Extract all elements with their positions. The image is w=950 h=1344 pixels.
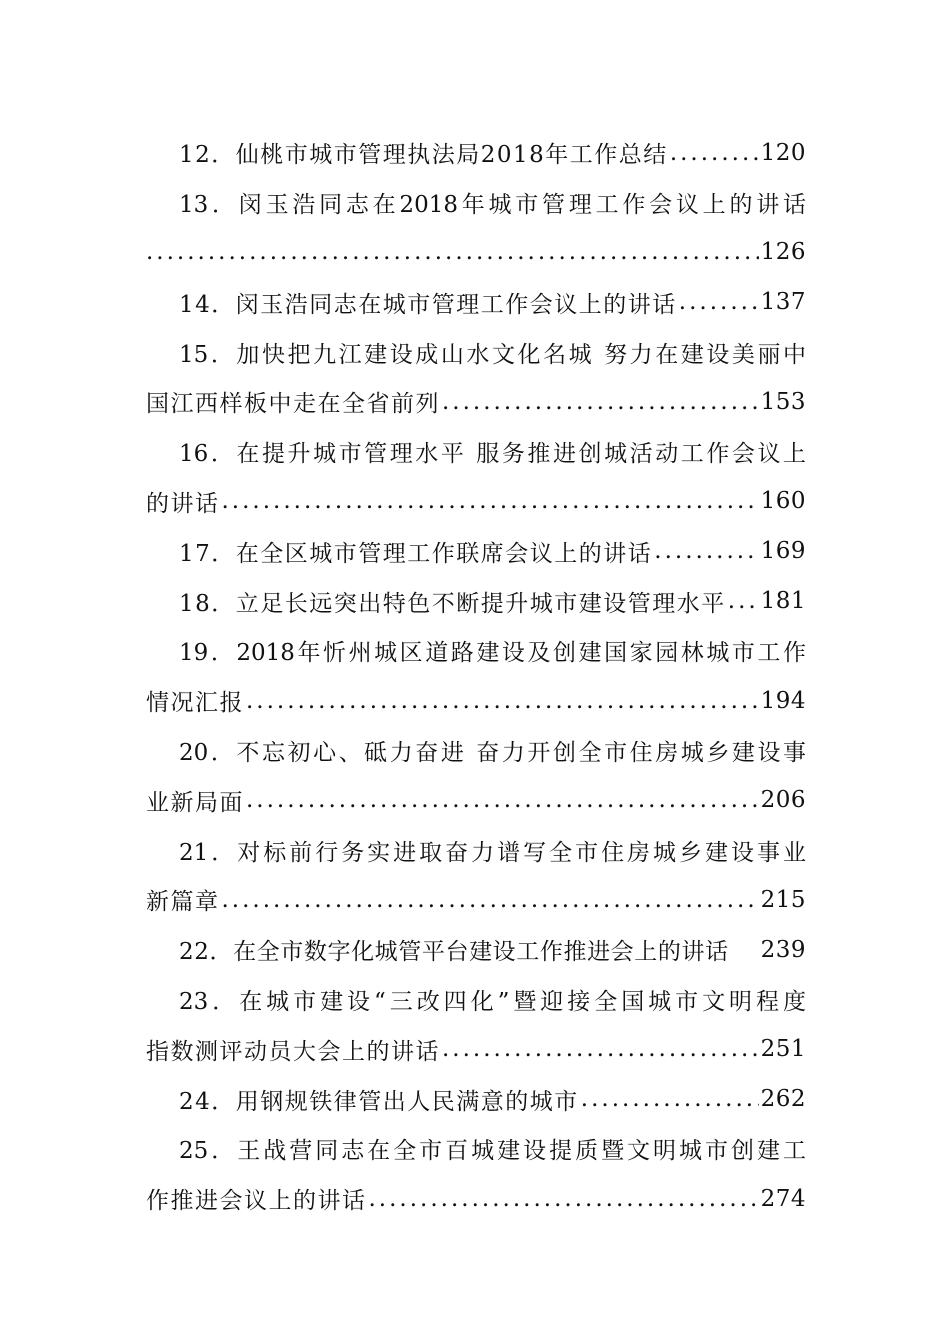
toc-entry-18: [146, 576, 806, 626]
toc-entry-title: 23．在城市建设“三改四化”暨迎接全国城市文明程度: [179, 988, 806, 1015]
toc-page-number: 126: [760, 239, 806, 266]
toc-page-number: 206: [760, 787, 806, 814]
toc-page-number: 274: [760, 1185, 806, 1212]
toc-entry-title-continued: 国江西样板中走在全省前列: [146, 391, 440, 418]
toc-leader-dots: [246, 688, 759, 714]
toc-entry-title-continued: 业新局面: [146, 789, 244, 816]
toc-leader-dots: [146, 239, 759, 265]
toc-page-number: 181: [760, 588, 806, 615]
toc-entry-21: [146, 825, 806, 875]
toc-leader-dots: [222, 887, 759, 913]
toc-entry-title: 18．立足长远突出特色不断提升城市建设管理水平: [179, 590, 726, 617]
table-of-contents: [146, 128, 806, 1224]
toc-entry-title: 19．2018年忻州城区道路建设及创建国家园林城市工作: [179, 640, 806, 667]
toc-entry-22: [146, 925, 806, 975]
toc-leader-dots: [222, 488, 759, 514]
toc-entry-title-continued: 作推进会议上的讲话: [146, 1188, 367, 1215]
toc-entry-17: [146, 526, 806, 576]
toc-entry-title: 14．闵玉浩同志在城市管理工作会议上的讲话: [179, 291, 677, 318]
toc-entry-title-continued: 新篇章: [146, 889, 220, 916]
toc-entry-19: [146, 626, 806, 676]
toc-entry-title: 12．仙桃市城市管理执法局2018年工作总结: [179, 142, 668, 169]
toc-entry-title-continued: 情况汇报: [146, 690, 244, 717]
toc-leader-dots: [581, 1086, 759, 1112]
toc-leader-dots: [679, 289, 759, 315]
toc-entry-25: [146, 1124, 806, 1174]
toc-entry-23: [146, 975, 806, 1025]
toc-entry-21-continuation: [146, 875, 806, 925]
toc-entry-14: [146, 277, 806, 327]
toc-leader-dots: [670, 140, 759, 166]
toc-page-number: 194: [760, 687, 806, 714]
toc-page-number: 169: [760, 538, 806, 565]
toc-leader-dots: [369, 1186, 759, 1212]
toc-page-number: 137: [760, 289, 806, 316]
toc-page-number: 239: [760, 936, 806, 963]
toc-entry-15: [146, 327, 806, 377]
toc-entry-24: [146, 1074, 806, 1124]
toc-entry-13: [146, 178, 806, 228]
toc-page-number: 120: [760, 139, 806, 166]
toc-entry-title: 22．在全市数字化城管平台建设工作推进会上的讲话: [179, 939, 729, 966]
toc-leader-dots: [728, 588, 759, 614]
toc-entry-title: 13．闵玉浩同志在2018年城市管理工作会议上的讲话: [179, 192, 806, 219]
toc-page-number: 262: [760, 1086, 806, 1113]
toc-leader-dots: [654, 538, 758, 564]
toc-entry-title: 24．用钢规铁律管出人民满意的城市: [179, 1088, 579, 1115]
toc-entry-title-continued: 指数测评动员大会上的讲话: [146, 1038, 440, 1065]
toc-entry-title: 20．不忘初心、砥力奋进 奋力开创全市住房城乡建设事: [179, 739, 806, 766]
toc-entry-25-continuation: [146, 1174, 806, 1224]
toc-entry-19-continuation: [146, 676, 806, 726]
toc-leader-dots: [246, 787, 759, 813]
toc-leader-dots: [442, 389, 759, 415]
toc-leader-dots: [442, 1036, 759, 1062]
toc-entry-15-continuation: [146, 377, 806, 427]
toc-entry-20: [146, 726, 806, 776]
toc-entry-23-continuation: [146, 1024, 806, 1074]
toc-entry-20-continuation: [146, 775, 806, 825]
toc-entry-13-continuation: [146, 228, 806, 278]
toc-page-number: 153: [760, 388, 806, 415]
toc-entry-title-continued: 的讲话: [146, 490, 220, 517]
toc-page-number: 251: [760, 1036, 806, 1063]
toc-entry-16-continuation: [146, 477, 806, 527]
toc-page-number: 160: [760, 488, 806, 515]
toc-entry-12: [146, 128, 806, 178]
toc-entry-16: [146, 427, 806, 477]
toc-entry-title: 21．对标前行务实进取奋力谱写全市住房城乡建设事业: [179, 839, 806, 866]
toc-page-number: 215: [760, 886, 806, 913]
toc-entry-title: 15．加快把九江建设成山水文化名城 努力在建设美丽中: [179, 341, 806, 368]
toc-entry-title: 17．在全区城市管理工作联席会议上的讲话: [179, 540, 653, 567]
toc-entry-title: 16．在提升城市管理水平 服务推进创城活动工作会议上: [179, 441, 806, 468]
toc-entry-title: 25．王战营同志在全市百城建设提质暨文明城市创建工: [179, 1138, 806, 1165]
